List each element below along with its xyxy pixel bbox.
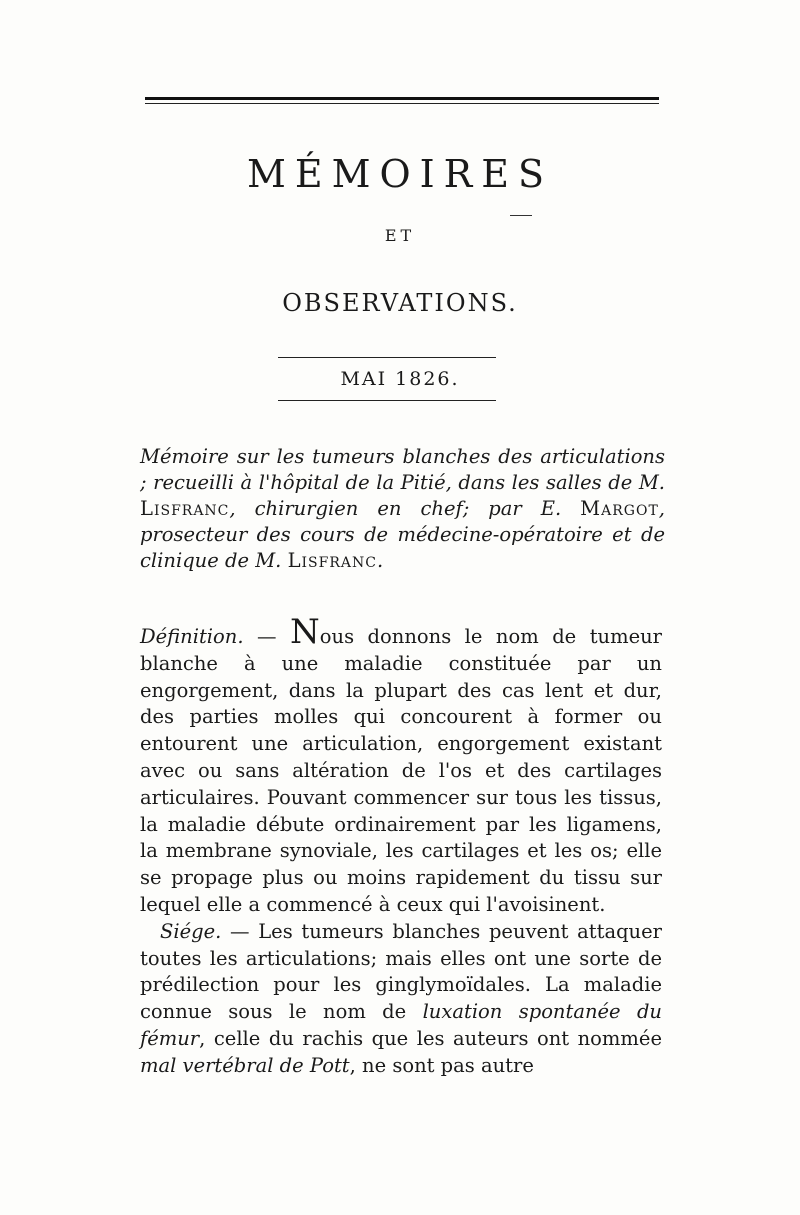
author-name-margot: Margot — [580, 497, 659, 520]
definition-paragraph — [140, 612, 663, 919]
date-rule-bottom — [278, 400, 496, 401]
definition-text: ous donnons le nom de tumeur blanche à une maladie constituée par un engorgement, dans la plupart des cas lent et dur, des parties molles qui concourent à former ou entourent une articulation, engorgement existant avec ou sans altération de l'os et des cartilages articulaires. Pouvant commencer sur tous les tissus, la maladie débute ordinairement par les ligamens, la membrane synoviale, les cartilages et les os; elle se propage plus ou moins rapidement du tissu sur lequel elle a commencé à ceux qui l'avoisinent. — [140, 625, 663, 916]
siege-dash: — — [221, 919, 259, 943]
section-conjunction: ET — [384, 226, 416, 245]
body-text — [140, 612, 663, 1080]
memoire-title-part2: , chirurgien en chef; par E. — [229, 497, 581, 520]
definition-dash: — — [243, 625, 291, 648]
date-rule-top — [278, 357, 496, 358]
siege-italic-1: luxation spontanée du fémur — [140, 1000, 662, 1050]
author-name-lisfranc-2: Lisfranc — [287, 549, 377, 572]
drop-cap: N — [290, 612, 320, 652]
issue-date: MAI 1826. — [340, 368, 460, 390]
memoire-title-part3: , prosecteur des cours de médecine-opératoire et de clinique de M. — [140, 497, 665, 572]
section-title: MÉMOIRES — [246, 152, 554, 196]
siege-text-2: , celle du rachis que les auteurs ont nommée — [199, 1026, 662, 1050]
siege-italic-2: mal vertébral de Pott — [140, 1053, 350, 1077]
siege-paragraph — [140, 919, 662, 1080]
author-name-lisfranc: Lisfranc — [140, 497, 230, 520]
siege-text-1: Les tumeurs blanches peuvent attaquer toutes les articulations; mais elles ont une sorte de prédilection pour les ginglymoïdales. La maladie connue sous le nom de — [140, 919, 662, 1024]
memoire-title-part1: Mémoire sur les tumeurs blanches des articulations ; recueilli à l'hôpital de la Pitié, dans les salles de M. — [140, 445, 665, 494]
definition-label: Définition. — [140, 625, 244, 648]
section-subtitle: OBSERVATIONS. — [282, 289, 518, 317]
siege-label: Siége. — [160, 919, 222, 943]
siege-text-3: , ne sont pas autre — [349, 1053, 534, 1077]
memoire-title — [140, 444, 665, 574]
header-rule-thick — [145, 97, 659, 100]
title-dash — [510, 215, 532, 216]
header-rule-thin — [145, 103, 659, 104]
memoire-title-part4: . — [376, 549, 384, 572]
